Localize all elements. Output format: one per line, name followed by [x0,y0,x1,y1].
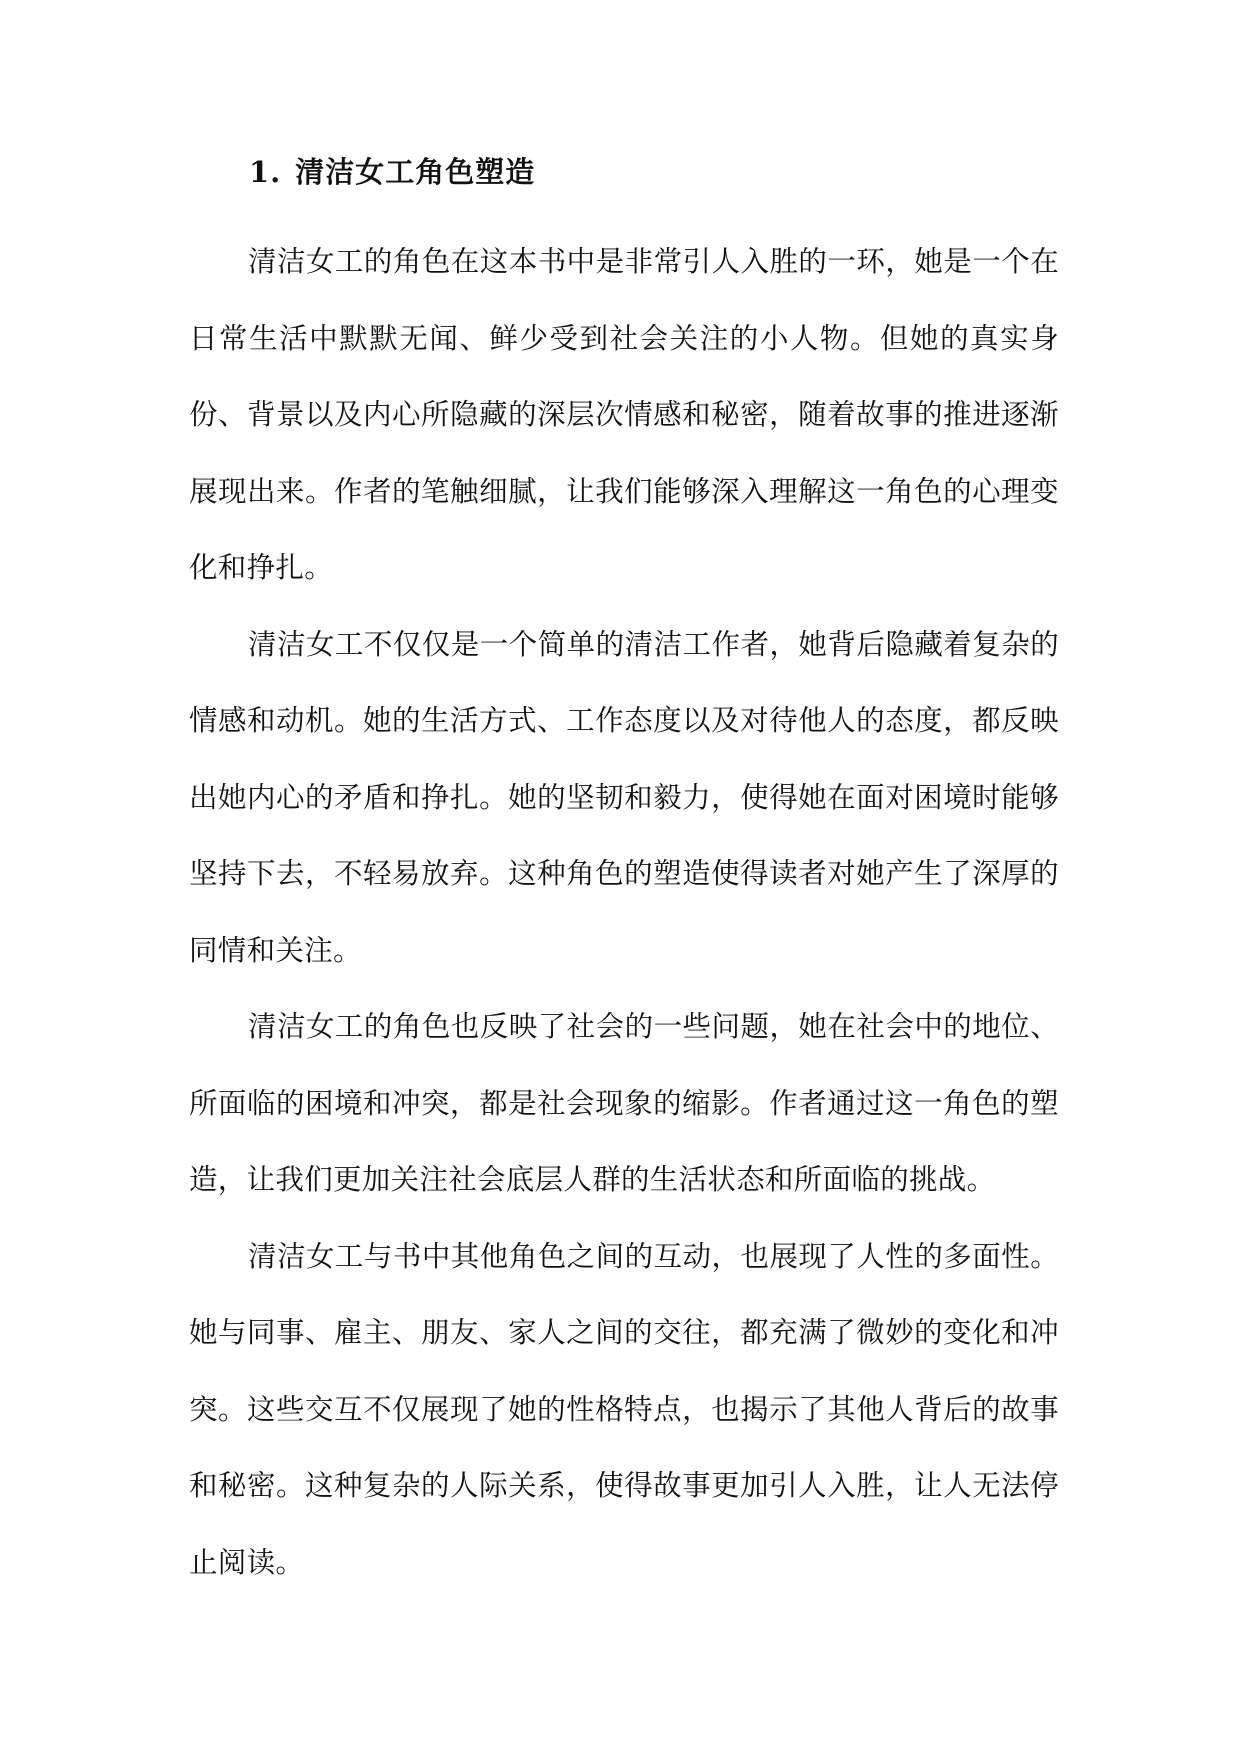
section-number: 1. [249,155,282,189]
section-title: 清洁女工角色塑造 [295,155,536,189]
paragraph-3: 清洁女工的角色也反映了社会的一些问题，她在社会中的地位、所面临的困境和冲突，都是社会现象的缩影。作者通过这一角色的塑造，让我们更加关注社会底层人群的生活状态和所面临的挑战。 [189,1010,1059,1196]
document-page [189,150,1059,1601]
paragraph-4: 清洁女工与书中其他角色之间的互动，也展现了人性的多面性。她与同事、雇主、朋友、家人之间的交往，都充满了微妙的变化和冲突。这些交互不仅展现了她的性格特点，也揭示了其他人背后的故事和秘密。这种复杂的人际关系，使得故事更加引人入胜，让人无法停止阅读。 [189,1239,1059,1579]
paragraph-2: 清洁女工不仅仅是一个简单的清洁工作者，她背后隐藏着复杂的情感和动机。她的生活方式、工作态度以及对待他人的态度，都反映出她内心的矛盾和挣扎。她的坚韧和毅力，使得她在面对困境时能够坚持下去，不轻易放弃。这种角色的塑造使得读者对她产生了深厚的同情和关注。 [189,627,1059,967]
section-heading [249,150,1059,194]
paragraph-1: 清洁女工的角色在这本书中是非常引人入胜的一环，她是一个在日常生活中默默无闻、鲜少受到社会关注的小人物。但她的真实身份、背景以及内心所隐藏的深层次情感和秘密，随着故事的推进逐渐展现出来。作者的笔触细腻，让我们能够深入理解这一角色的心理变化和挣扎。 [189,245,1059,584]
